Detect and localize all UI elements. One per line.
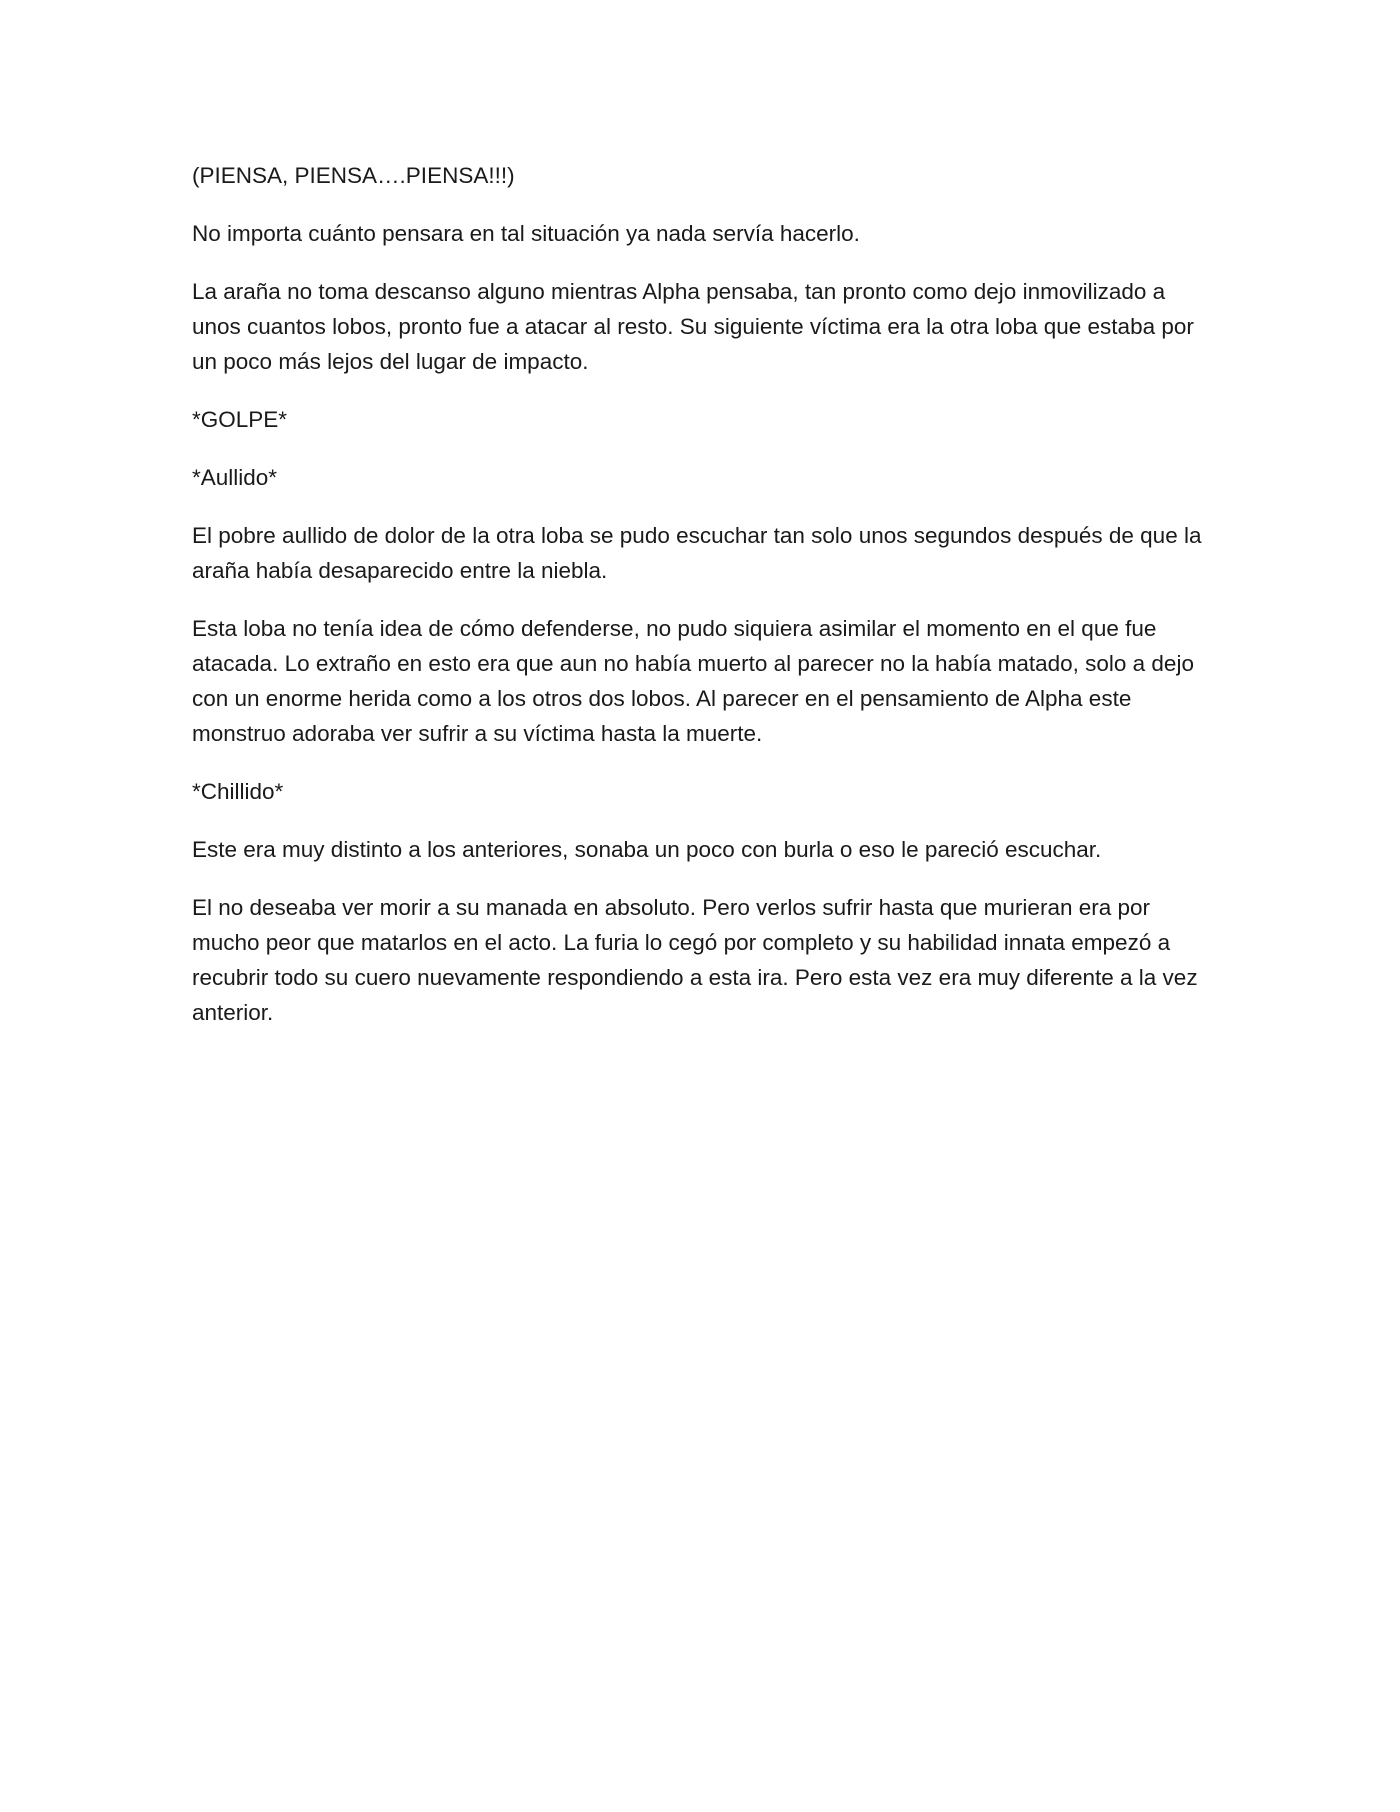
paragraph: El pobre aullido de dolor de la otra loba se pudo escuchar tan solo unos segundos después de que la araña había desaparecido entre la niebla. [192,523,1202,583]
paragraph: No importa cuánto pensara en tal situación ya nada servía hacerlo. [192,221,860,246]
paragraph: Este era muy distinto a los anteriores, sonaba un poco con burla o eso le pareció escuchar. [192,837,1102,862]
paragraph: La araña no toma descanso alguno mientras Alpha pensaba, tan pronto como dejo inmovilizado a unos cuantos lobos, pronto fue a atacar al resto. Su siguiente víctima era la otra loba que estaba por un poco más lejos del lugar de impacto. [192,279,1194,374]
document-body [192,158,1212,1053]
paragraph-heading-thought: (PIENSA, PIENSA….PIENSA!!!) [192,163,515,188]
paragraph-sound-effect: *GOLPE* [192,407,288,432]
paragraph: El no deseaba ver morir a su manada en absoluto. Pero verlos sufrir hasta que murieran era por mucho peor que matarlos en el acto. La furia lo cegó por completo y su habilidad innata empezó a recubrir todo su cuero nuevamente respondiendo a esta ira. Pero esta vez era muy diferente a la vez anterior. [192,895,1198,1025]
paragraph: Esta loba no tenía idea de cómo defenderse, no pudo siquiera asimilar el momento en el que fue atacada. Lo extraño en esto era que aun no había muerto al parecer no la había matado, solo a dejo con un enorme herida como a los otros dos lobos. Al parecer en el pensamiento de Alpha este monstruo adoraba ver sufrir a su víctima hasta la muerte. [192,616,1194,746]
paragraph-sound-effect: *Chillido* [192,779,284,804]
paragraph-sound-effect: *Aullido* [192,465,278,490]
